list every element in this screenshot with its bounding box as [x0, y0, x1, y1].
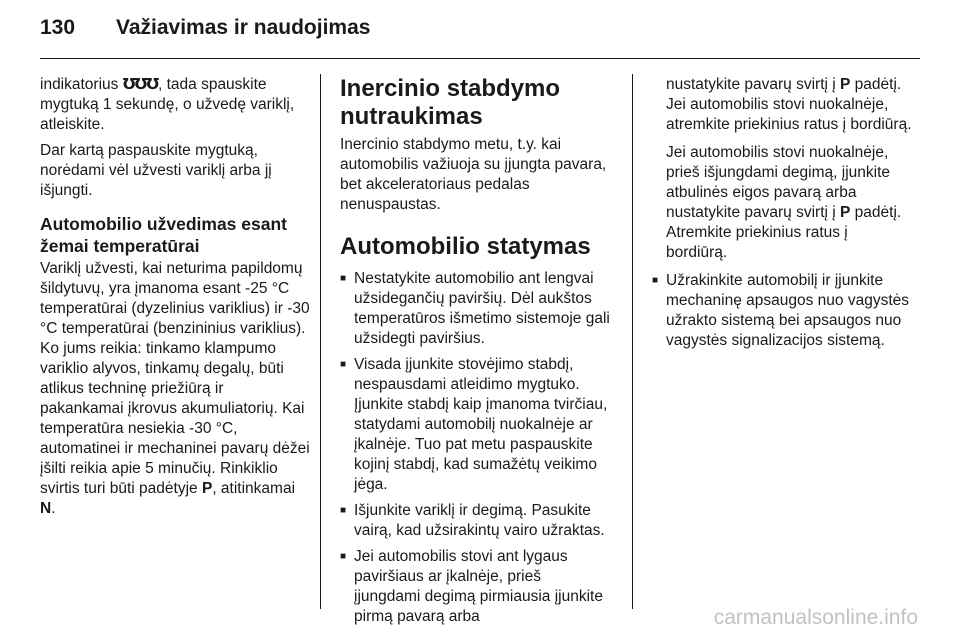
- section-heading-parking: Automobilio statymas: [340, 233, 591, 260]
- watermark: carmanualsonline.info: [713, 606, 918, 629]
- section-heading-overrun-cutoff: Inercinio stabdymo nutraukimas: [340, 75, 561, 130]
- column-divider-2: [632, 74, 633, 609]
- header-rule: [40, 58, 920, 59]
- paragraph-overrun-cutoff: Inercinio stabdymo metu, t.y. kai automobilis važiuoja su įjungta pavara, bet akceleratoriaus pedalas nenuspaustas.: [340, 136, 607, 213]
- section-heading-cold-start: Automobilio užvedimas esant žemai temperatūrai: [40, 214, 287, 256]
- paragraph-glow-indicator: indikatorius ℧℧℧, tada spauskite mygtuką 1 sekundę, o užvedę variklį, atleiskite.: [40, 76, 295, 133]
- glow-plug-icon: ℧℧℧: [122, 76, 158, 93]
- list-item: ■ Nestatykite automobilio ant lengvai užsidegančių paviršių. Dėl aukštos temperatūros išmetimo sistemoje gali užsidegti paviršius.: [340, 269, 610, 349]
- list-item: ■ Visada įjunkite stovėjimo stabdį, nespausdami atleidimo mygtuko. Įjunkite stabdį kaip įmanoma tvirčiau, statydami automobilį nuokalnėje ar įkalnėje. Tuo pat metu paspauskite kojinį stabdį, kad sumažėtų veikimo jėga.: [340, 355, 610, 495]
- list-continuation: [652, 75, 912, 263]
- chapter-title: Važiavimas ir naudojimas: [116, 16, 371, 39]
- list-item: ■ Išjunkite variklį ir degimą. Pasukite vairą, kad užsirakintų vairo užraktas.: [340, 501, 610, 541]
- parking-list: [340, 269, 610, 627]
- column-1: [40, 75, 310, 525]
- security-list: [652, 271, 912, 351]
- paragraph-restart: Dar kartą paspauskite mygtuką, norėdami vėl užvesti variklį arba jį išjungti.: [40, 142, 272, 199]
- paragraph-continuation-1: nustatykite pavarų svirtį į P padėtį. Jei automobilis stovi nuokalnėje, atremkite priekinius ratus į bordiūrą.: [666, 76, 912, 133]
- list-item: ■ Jei automobilis stovi ant lygaus paviršiaus ar įkalnėje, prieš įjungdami degimą pirmiausia įjunkite pirmą pavarą arba: [340, 547, 610, 627]
- column-divider-1: [320, 74, 321, 609]
- page-number: 130: [40, 16, 76, 39]
- paragraph-cold-start: Variklį užvesti, kai neturima papildomų šildytuvų, yra įmanoma esant -25 °C temperatūrai (dyzelinius variklius) ir -30 °C temperatūrai (benzininius variklius). Ko jums reikia: tinkamo klampumo variklio alyvos, tinkamų degalų, būti atlikus techninę priežiūrą ir pakankamai įkrovus akumuliatorių. Kai temperatūra nesiekia -30 °C, automatinei ir mechaninei pavarų dėžei įšilti reikia apie 5 minučių. Rinkiklio svirtis turi būti padėtyje P, atitinkamai N.: [40, 260, 310, 517]
- list-item: ■ Užrakinkite automobilį ir įjunkite mechaninę apsaugos nuo vagystės užrakto sistemą bei apsaugos nuo vagystės signalizacijos sistemą.: [652, 271, 912, 351]
- column-3: [652, 75, 912, 357]
- paragraph-continuation-2: Jei automobilis stovi nuokalnėje, prieš išjungdami degimą, įjunkite atbulinės eigos pavarą arba nustatykite pavarų svirtį į P padėtį. Atremkite priekinius ratus į bordiūrą.: [666, 144, 902, 261]
- page-header: [40, 16, 920, 48]
- column-2: [340, 75, 610, 633]
